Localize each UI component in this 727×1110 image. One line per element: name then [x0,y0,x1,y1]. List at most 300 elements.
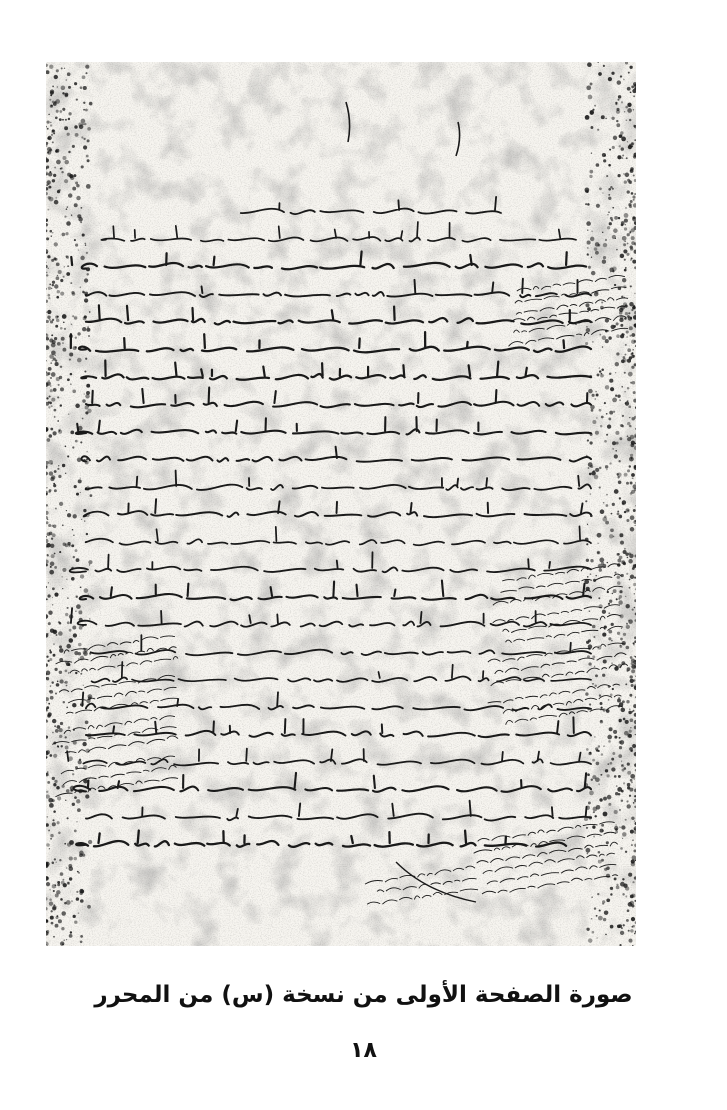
edge-speckle [59,648,63,652]
edge-speckle [614,572,616,574]
edge-speckle [616,110,620,114]
edge-speckle [62,119,64,121]
edge-speckle [615,103,617,105]
edge-speckle [607,591,609,593]
edge-speckle [55,861,56,862]
edge-speckle [62,464,65,467]
edge-speckle [596,762,600,766]
edge-speckle [621,101,623,103]
edge-speckle [630,575,635,580]
edge-speckle [52,129,55,132]
edge-speckle [622,838,623,839]
edge-speckle [56,262,60,266]
edge-speckle [631,750,633,752]
edge-speckle [616,884,618,886]
edge-speckle [58,919,62,923]
edge-speckle [611,663,612,664]
edge-speckle [72,790,74,792]
edge-speckle [613,536,615,538]
edge-speckle [585,203,587,205]
edge-speckle [610,528,614,532]
edge-speckle [618,481,622,485]
edge-speckle [86,184,91,189]
edge-speckle [55,116,58,119]
edge-speckle [57,342,61,346]
edge-speckle [598,860,602,864]
edge-speckle [587,853,589,855]
edge-speckle [586,543,588,545]
edge-speckle [606,874,610,878]
edge-speckle [596,394,599,397]
edge-speckle [630,779,633,782]
edge-speckle [84,370,86,372]
edge-speckle [588,266,591,269]
edge-speckle [53,525,57,529]
edge-speckle [612,235,616,239]
edge-speckle [598,783,599,784]
edge-speckle [63,939,65,941]
edge-speckle [630,91,632,93]
edge-speckle [46,274,48,276]
edge-speckle [71,544,74,547]
edge-speckle [58,384,60,386]
edge-speckle [78,912,79,913]
edge-speckle [67,206,68,207]
edge-speckle [47,781,50,784]
edge-speckle [632,381,636,385]
edge-speckle [52,862,55,865]
edge-speckle [52,232,53,233]
edge-speckle [72,292,76,296]
edge-speckle [69,174,73,178]
edge-speckle [627,348,631,352]
edge-speckle [51,538,53,540]
edge-speckle [587,773,590,776]
edge-speckle [632,196,635,199]
edge-speckle [609,372,612,375]
edge-speckle [72,803,75,806]
edge-speckle [89,311,91,313]
edge-speckle [628,619,633,624]
edge-speckle [48,380,49,381]
edge-speckle [58,831,61,834]
edge-speckle [634,593,635,594]
edge-speckle [52,284,54,286]
edge-speckle [50,377,52,379]
edge-speckle [615,450,617,452]
edge-speckle [629,694,632,697]
edge-speckle [66,867,68,869]
edge-speckle [617,510,619,512]
edge-speckle [85,720,89,724]
edge-speckle [591,271,595,275]
edge-speckle [64,160,69,165]
edge-speckle [59,645,62,648]
edge-speckle [617,472,622,477]
edge-speckle [49,99,51,101]
edge-speckle [54,858,56,860]
edge-speckle [48,313,49,314]
edge-speckle [586,641,589,644]
edge-speckle [621,221,625,225]
edge-speckle [48,490,51,493]
edge-speckle [603,159,606,162]
edge-speckle [590,493,592,495]
edge-speckle [73,535,74,536]
edge-speckle [52,281,55,284]
edge-speckle [620,254,625,259]
edge-speckle [54,470,57,473]
edge-speckle [590,111,594,115]
edge-speckle [594,815,596,817]
edge-speckle [591,918,593,920]
edge-speckle [619,497,621,499]
edge-speckle [608,612,610,614]
edge-speckle [65,736,67,738]
edge-speckle [611,513,613,515]
edge-speckle [86,252,88,254]
edge-speckle [66,644,71,649]
edge-speckle [603,256,606,259]
edge-speckle [602,192,603,193]
edge-speckle [614,736,617,739]
edge-speckle [619,827,620,828]
edge-speckle [608,699,610,701]
edge-speckle [587,576,589,578]
edge-speckle [627,771,631,775]
edge-speckle [617,632,620,635]
edge-speckle [49,197,54,202]
edge-speckle [65,255,67,257]
edge-speckle [609,411,613,415]
edge-speckle [47,138,49,140]
edge-speckle [66,272,70,276]
edge-speckle [68,726,71,729]
edge-speckle [624,259,626,261]
edge-speckle [587,253,590,256]
edge-speckle [81,136,83,138]
edge-speckle [54,725,56,727]
edge-speckle [625,720,629,724]
edge-speckle [606,469,607,470]
edge-speckle [56,110,59,113]
edge-speckle [83,316,87,320]
edge-speckle [602,260,606,264]
edge-speckle [66,208,68,210]
edge-speckle [83,109,85,111]
edge-speckle [630,285,632,287]
edge-speckle [80,673,82,675]
edge-speckle [631,366,634,369]
edge-speckle [69,359,71,361]
edge-speckle [587,247,589,249]
edge-speckle [46,397,48,399]
edge-speckle [603,243,607,247]
edge-speckle [66,900,71,905]
edge-speckle [630,183,631,184]
edge-speckle [67,72,71,76]
edge-speckle [596,575,597,576]
edge-speckle [46,843,50,847]
edge-speckle [623,173,624,174]
edge-speckle [46,487,47,488]
edge-speckle [612,398,617,403]
edge-speckle [594,736,595,737]
edge-speckle [629,66,632,69]
edge-speckle [70,931,72,933]
edge-speckle [89,618,90,619]
edge-speckle [598,244,601,247]
edge-speckle [65,445,67,447]
edge-speckle [68,672,69,673]
edge-speckle [60,722,63,725]
edge-speckle [610,893,612,895]
edge-speckle [54,593,58,597]
edge-speckle [50,230,53,233]
edge-speckle [616,785,618,787]
edge-speckle [84,393,85,394]
edge-speckle [74,830,77,833]
edge-speckle [53,388,57,392]
edge-speckle [590,83,593,86]
edge-speckle [622,278,626,282]
edge-speckle [48,367,52,371]
edge-speckle [588,752,591,755]
edge-speckle [47,554,49,556]
edge-speckle [608,197,611,200]
edge-speckle [60,898,63,901]
edge-speckle [605,318,609,322]
edge-speckle [602,232,603,233]
edge-speckle [630,454,633,457]
edge-speckle [630,515,635,520]
edge-speckle [76,799,80,803]
edge-speckle [603,502,605,504]
edge-speckle [592,109,594,111]
edge-speckle [54,566,57,569]
edge-speckle [48,660,50,662]
edge-speckle [51,922,54,925]
edge-speckle [79,889,83,893]
edge-speckle [59,671,62,674]
edge-speckle [78,122,82,126]
edge-speckle [629,302,633,306]
edge-speckle [56,69,59,72]
edge-speckle [49,690,51,692]
edge-speckle [622,700,625,703]
edge-speckle [604,516,607,519]
edge-speckle [85,358,87,360]
edge-speckle [628,939,632,943]
edge-speckle [628,372,633,377]
edge-speckle [621,628,622,629]
edge-speckle [605,385,609,389]
edge-speckle [64,328,66,330]
edge-speckle [603,65,605,67]
edge-speckle [589,610,591,612]
edge-speckle [624,241,625,242]
edge-speckle [613,730,617,734]
edge-speckle [631,353,634,356]
edge-speckle [55,508,57,510]
edge-speckle [622,415,624,417]
edge-speckle [73,633,77,637]
edge-speckle [64,68,65,69]
edge-speckle [627,557,629,559]
edge-speckle [591,409,594,412]
edge-speckle [625,344,627,346]
edge-speckle [80,899,84,903]
edge-speckle [608,77,612,81]
edge-speckle [627,437,631,441]
edge-speckle [603,745,605,747]
edge-speckle [627,141,628,142]
edge-speckle [65,670,68,673]
edge-speckle [602,336,607,341]
edge-speckle [626,625,630,629]
edge-speckle [601,368,604,371]
edge-speckle [55,325,58,328]
edge-speckle [611,325,615,329]
edge-speckle [48,798,53,803]
edge-speckle [604,440,607,443]
edge-speckle [83,509,86,512]
edge-speckle [75,404,80,409]
edge-speckle [630,482,633,485]
edge-speckle [587,229,588,230]
edge-speckle [59,502,63,506]
edge-speckle [60,292,64,296]
edge-speckle [630,718,634,722]
edge-speckle [622,236,627,241]
edge-speckle [599,798,602,801]
edge-speckle [57,881,60,884]
edge-speckle [50,916,54,920]
edge-speckle [66,221,71,226]
edge-speckle [621,799,623,801]
edge-speckle [65,119,67,121]
edge-speckle [633,391,636,394]
edge-speckle [75,549,78,552]
edge-speckle [594,685,597,688]
edge-speckle [67,607,69,609]
edge-speckle [634,828,636,830]
edge-speckle [617,395,620,398]
edge-speckle [86,384,90,388]
edge-speckle [612,752,615,755]
edge-speckle [599,467,602,470]
edge-speckle [51,134,53,136]
edge-speckle [51,235,53,237]
edge-speckle [66,939,67,940]
edge-speckle [82,742,86,746]
edge-speckle [51,288,52,289]
edge-speckle [61,86,66,91]
edge-speckle [49,848,50,849]
edge-speckle [626,157,628,159]
edge-speckle [62,785,65,788]
edge-speckle [63,321,65,323]
edge-speckle [86,155,89,158]
edge-speckle [586,848,591,853]
edge-speckle [630,200,633,203]
edge-speckle [628,405,631,408]
edge-speckle [614,454,618,458]
edge-speckle [74,651,78,655]
edge-speckle [68,112,71,115]
edge-speckle [613,228,618,233]
edge-speckle [604,402,606,404]
edge-speckle [61,233,65,237]
edge-speckle [615,431,619,435]
edge-speckle [59,728,63,732]
edge-speckle [616,249,618,251]
edge-speckle [623,633,626,636]
edge-speckle [612,441,616,445]
edge-speckle [594,907,596,909]
edge-speckle [612,593,614,595]
edge-speckle [586,928,589,931]
edge-speckle [56,160,61,165]
edge-speckle [53,484,56,487]
edge-speckle [74,203,78,207]
edge-speckle [631,817,634,820]
edge-speckle [49,651,52,654]
edge-speckle [54,284,58,288]
edge-speckle [586,221,591,226]
edge-speckle [626,119,628,121]
edge-speckle [49,434,53,438]
edge-speckle [619,556,623,560]
edge-speckle [629,417,630,418]
edge-speckle [62,108,65,111]
edge-speckle [591,779,593,781]
edge-speckle [49,471,53,475]
edge-speckle [634,820,635,821]
edge-speckle [588,95,593,100]
edge-speckle [73,915,76,918]
edge-speckle [627,763,630,766]
edge-speckle [67,621,70,624]
edge-speckle [606,898,610,902]
edge-speckle [57,396,59,398]
edge-speckle [620,324,623,327]
edge-speckle [67,455,69,457]
edge-speckle [80,86,83,89]
edge-speckle [606,504,609,507]
edge-speckle [70,383,71,384]
edge-speckle [614,810,618,814]
edge-speckle [587,62,592,67]
edge-speckle [71,900,72,901]
edge-speckle [72,187,76,191]
edge-speckle [52,360,53,361]
edge-speckle [56,197,57,198]
edge-speckle [634,193,636,195]
edge-speckle [635,525,636,526]
edge-speckle [74,82,77,85]
edge-speckle [601,824,604,827]
edge-speckle [629,205,632,208]
edge-speckle [624,372,626,374]
edge-speckle [50,834,53,837]
edge-speckle [85,65,89,69]
edge-speckle [631,684,634,687]
edge-speckle [62,568,66,572]
edge-speckle [602,633,606,637]
edge-speckle [595,398,597,400]
edge-speckle [598,597,600,599]
